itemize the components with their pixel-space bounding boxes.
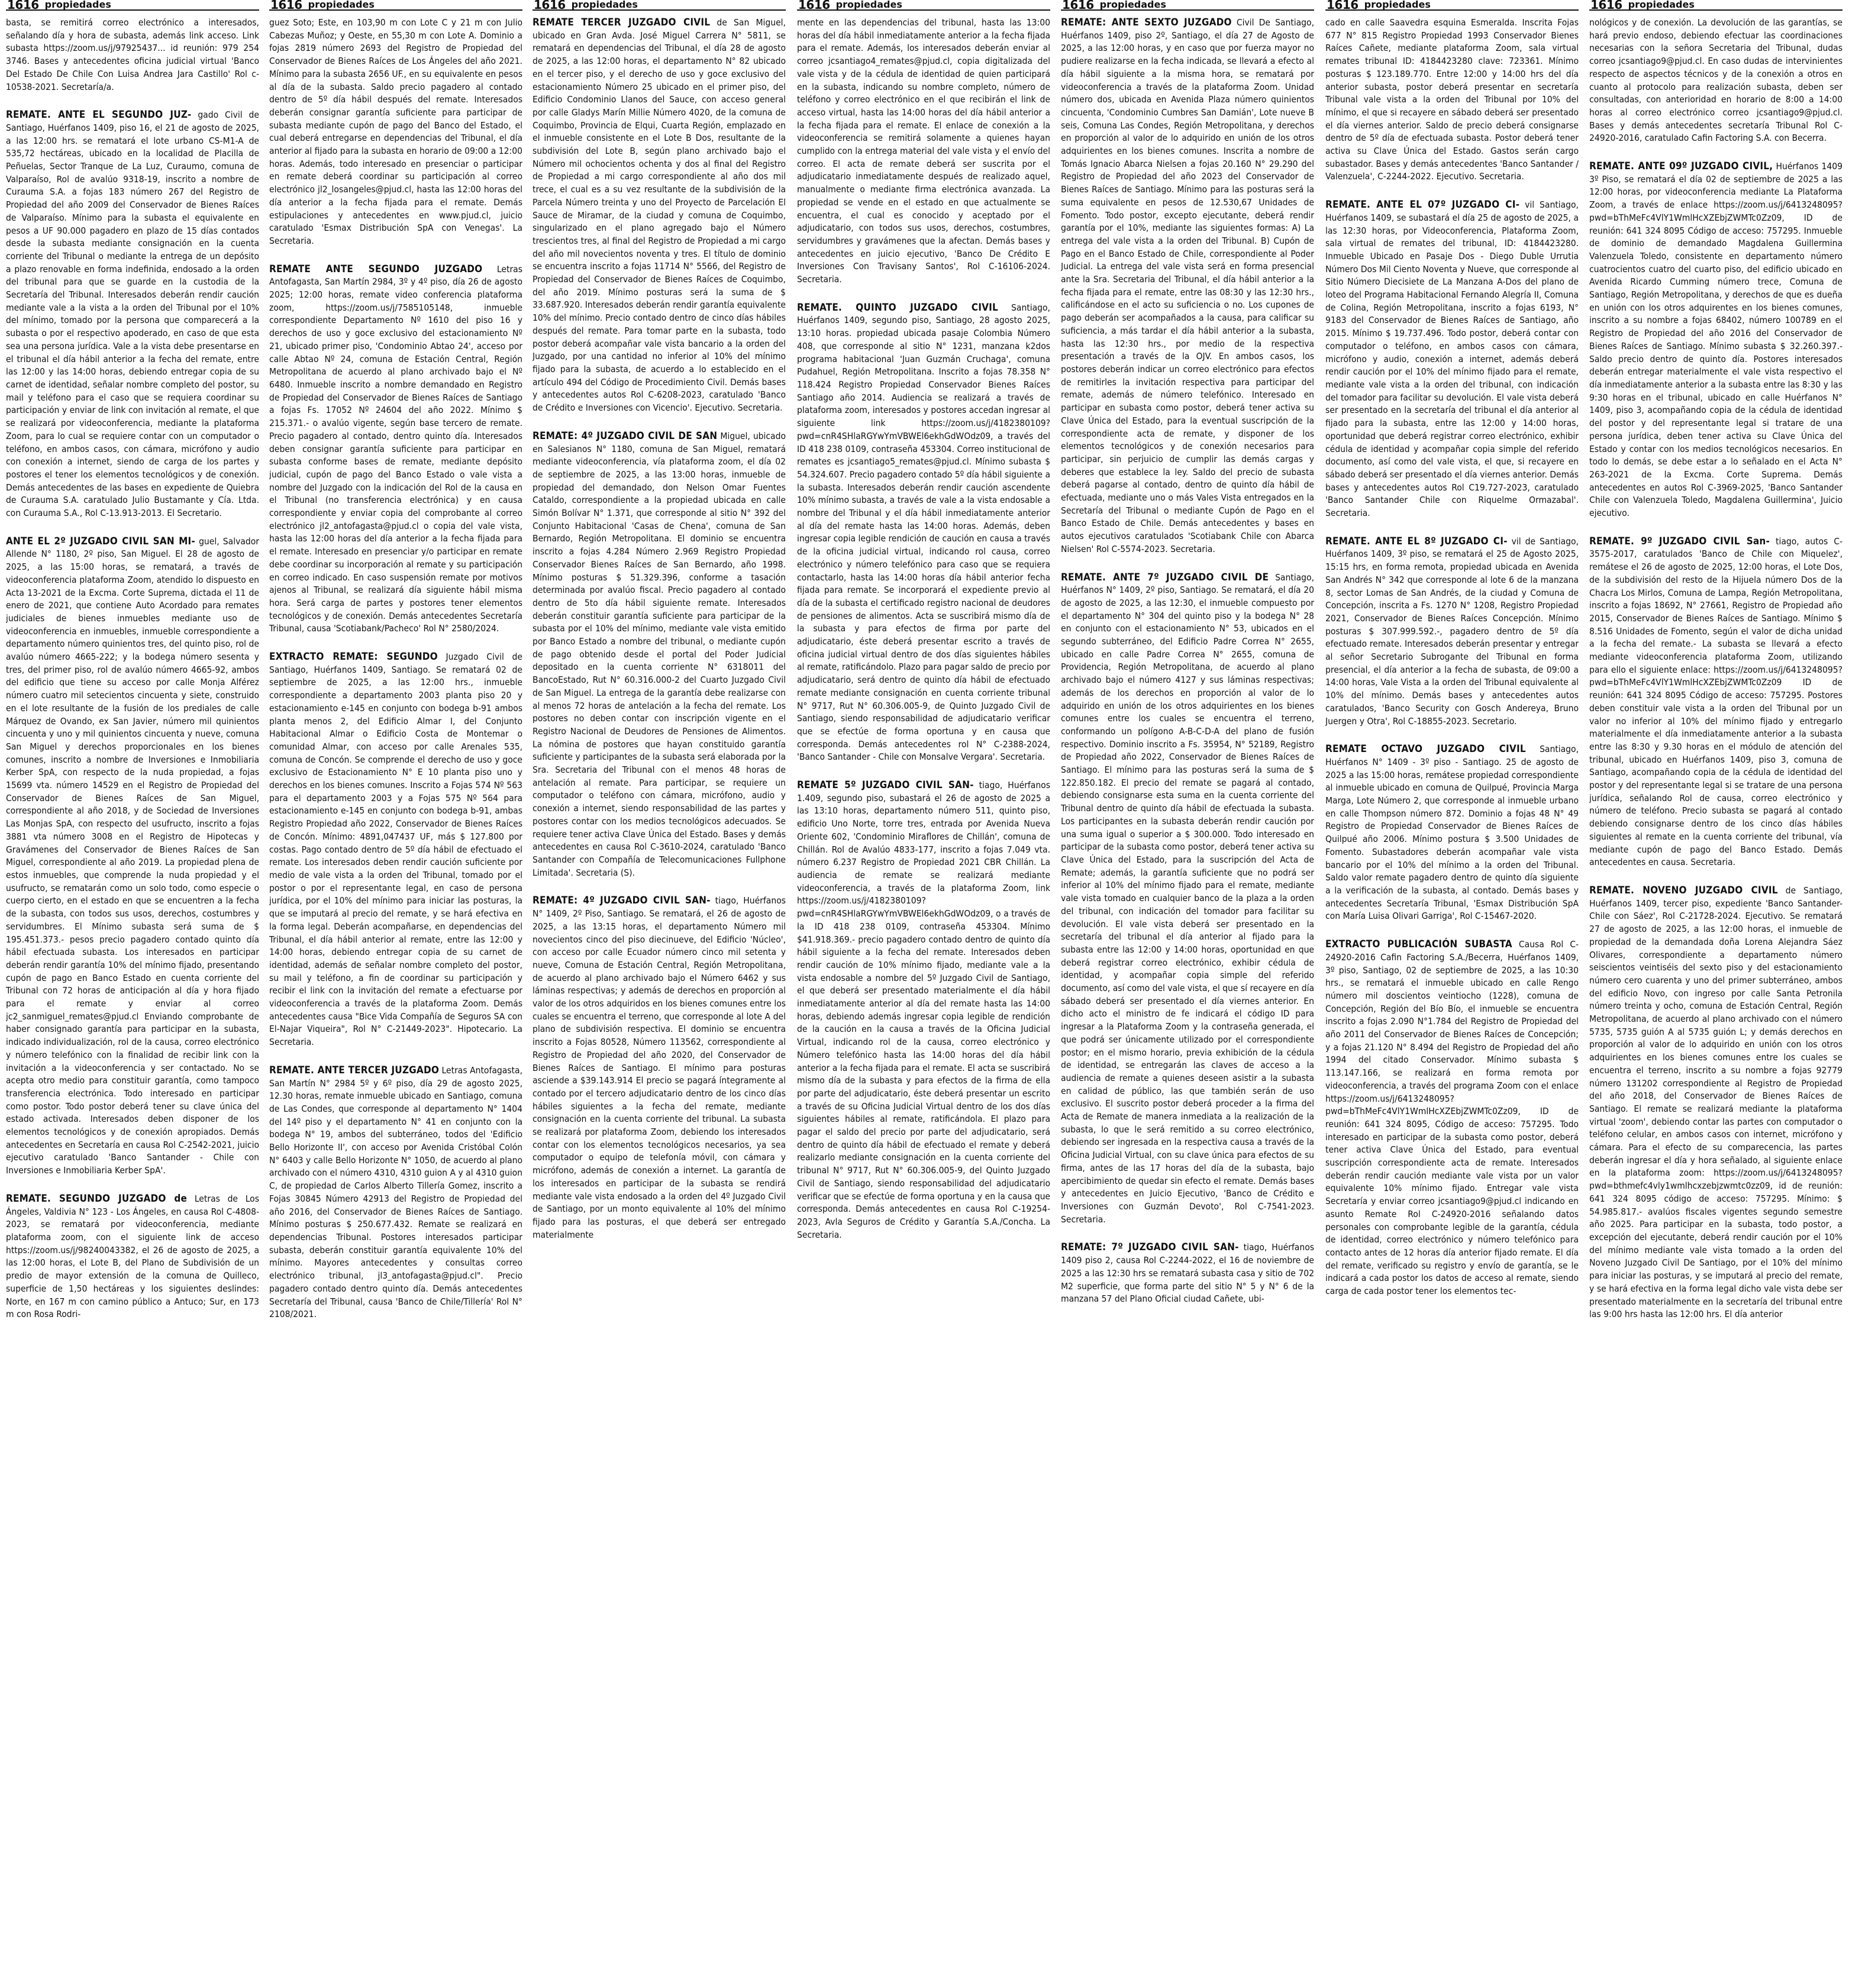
auction-notice xyxy=(6,1193,259,1321)
column-header xyxy=(6,0,259,11)
notice-title: EXTRACTO PUBLICACIÓN SUBASTA xyxy=(1325,938,1512,951)
notice-text: de Santiago, Huérfanos 1409, tercer piso, expediente 'Banco Santander-Chile con Sáez', Rol C-21728-2024. Ejecutivo. Se rematará 27 de agosto de 2025, a las 12:00 horas, el inmueble de propiedad de la demandada doña Lorena Alejandra Sáez Olivares, correspondiente a departamento número seiscientos veintiséis del sexto piso y del estacionamiento número cero cuarenta y uno del primer subterráneo, ambos del edificio Novo, con ingreso por calle Santa Petronila número treinta y ocho, comuna de Estación Central, Región Metropolitana, de acuerdo al plano archivado con el número 5735, 5735 guión A al 5735 guión L; y demás derechos en proporción al valor de lo adquirido en unión con los otros adquirientes en los bienes comunes entre los cuales se encuentra el terreno, inscrito a su nombre a fojas 92779 número 131202 correspondiente al Registro de Propiedad del año 2018, del Conservador de Bienes Raíces de Santiago. El remate se realizará mediante la plataforma virtual 'zoom', debiendo contar las partes con computador o teléfono celular, en ambos casos con internet, micrófono y cámara. Para el efecto de su comparecencia, las partes deberán ingresar el día y hora señalado, al siguiente enlace en la plataforma zoom: https://zoom.us/j/6413248095?pwd=bthmefc4vly1wmlhcxzebjzwmtc0zz09, id de reunión: 641 324 8095 código de acceso: 757295. Mínimo: $ 54.985.817.- avalúos fiscales vigentes segundo semestre año 2025. Para participar en la subasta, todo postor, a excepción del ejecutante, deberá rendir caución por el 10% del mínimo mediante vale vista tomado a la orden del Noveno Juzgado Civil De Santiago, por el 10% del mínimo para iniciar las posturas, y se imputará al precio del remate, y se hará efectiva en la forma legal dicho vale vista debe ser presentado materialmente en la secretaría del tribunal entre las 9:00 hrs hasta las 12:00 hrs. El día anterior xyxy=(1589,885,1843,1320)
notice-text: basta, se remitirá correo electrónico a interesados, señalando día y hora de subasta, además link acceso. Link subasta https://zoom.us/j/97925437... id reunión: 979 254 3746. Bases y antecedentes oficina judicial virtual 'Banco Del Estado De Chile Con Luisa Andrea Jara Castillo' Rol c-10538-2021. Secretaría/a. xyxy=(6,17,259,92)
notice-text: tiago, autos C-3575-2017, caratulados 'Banco de Chile con Miquelez', remátese el 26 de agosto de 2025, 12:00 horas, el Lote Dos, de la subdivisión del resto de la Hijuela número Dos de la Chacra Los Mirlos, Comuna de Lampa, Región Metropolitana, inscrito a fojas 18692, N° 27661, Registro de Propiedad año 2015, Conservador de Bienes Raíces de Santiago. Mínimo $ 8.516 Unidades de Fomento, según el valor de dicha unidad a la fecha del remate.- La subasta se llevará a efecto mediante videoconferencia plataforma Zoom, utilizando para ello el siguiente enlace: https://zoom.us/j/6413248095?pwd=bThMeFc4VlY1WmlHcXZEbjZWMTc0Zz09 ID de reunión: 641 324 8095 Código de acceso: 757295. Postores deben constituir vale vista a la orden del Tribunal por un valor no inferior al 10% del mínimo fijado y entregarlo materialmente el día inmediatamente anterior a la subasta entre las 8:30 y 9.30 horas en el módulo de atención del tribunal, ubicado en Huérfanos 1409, piso 3, comuna de Santiago, acompañando copia de la cédula de identidad del postor y del representante legal si se tratare de una persona jurídica, señalando Rol de causa, correo electrónico y número de teléfono. Precio subasta se pagará al contado debiendo consignarse dentro de los cinco días hábiles siguientes al remate en la cuenta corriente del tribunal, vía mediante cupón de pago del Banco Estado. Demás antecedentes en causa. Secretaria. xyxy=(1589,535,1843,868)
auction-notice xyxy=(269,17,522,248)
auction-notice xyxy=(1061,1241,1314,1306)
notice-text: gado Civil de Santiago, Huérfanos 1409, piso 16, el 21 de agosto de 2025, a las 12:00 hrs. se rematará el lote urbano CS-M1-A de 535,72 hectáreas, ubicado en la localidad de Placilla de Peñuelas, Sector Tranque de La Luz, Curaumo, comuna de Valparaíso, Rol de avalúo 9318-19, inscrito a nombre de Curauma S.A. a fojas 183 número 267 del Registro de Propiedad del año 2009 del Conservador de Bienes Raíces de Valparaíso. Mínimo para la subasta el equivalente en pesos a UF 90.000 pagadero en plazo de 15 días contados desde la subasta mediante consignación en la cuenta corriente del Tribunal o mediante la entrega de un depósito a plazo renovable en forma indefinida, endosado a la orden del tribunal para que se guarde en la custodia de la Secretaría del Tribunal. Interesados deberán rendir caución mediante vale a la vista a la orden del Tribunal por el 10% del mínimo, tomado por la persona que comparecerá a la subasta o por el respectivo apoderado, en caso de que esta sea una persona jurídica. Vale a la vista debe presentarse en el tribunal el día hábil anterior a la fecha del remate, entre las 12:00 y las 14:00 horas, debiendo entregar copia de su carnet de identidad, señalar nombre completo del postor, su mail y teléfono para el caso que se requiera coordinar su participación y enviar de link con invitación al remate, el que se realizará por videoconferencia, mediante la plataforma Zoom, para lo cual se requiere contar con un computador o teléfono, en ambos casos, con cámara, micrófono y audio con conexión a internet, siendo de carga de los partes y postores el tener los elementos tecnológicos y de conexión. Demás antecedentes de las bases en expediente de Quiebra de Curauma S.A. caratulado Julio Bustamante y Cía. Ltda. con Curauma S.A., Rol C-13.913-2013. El Secretario. xyxy=(6,109,259,519)
section-number: 1616 xyxy=(798,0,830,12)
classified-column-2 xyxy=(269,0,522,1988)
section-number: 1616 xyxy=(1327,0,1359,12)
auction-notice xyxy=(6,535,259,1177)
notice-title: REMATE: 4º JUZGADO CIVIL DE SAN xyxy=(533,430,718,442)
auction-notice xyxy=(533,17,786,415)
notice-text: tiago, Huérfanos N° 1409, 2º Piso, Santiago. Se rematará, el 26 de agosto de 2025, a las 13:15 horas, el departamento Número mil novecientos cinco del piso diecinueve, del Edificio 'Núcleo', con acceso por calle Ecuador número cinco mil setenta y nueve, Comuna de Estación Central, Región Metropolitana, de acuerdo al plano archivado bajo el Número 6462 y sus láminas respectivas; y además de derechos en proporción al valor de los otros adquiridos en los bienes comunes entre los cuales se encuentra el terreno, que corresponde al lote A del plano de subdivisión respectiva. El dominio se encuentra inscrito a Fojas 80528, Número 113562, correspondiente al Registro de Propiedad del año 2020, del Conservador de Bienes Raíces de Santiago. El mínimo para posturas asciende a $39.143.914 El precio se pagará íntegramente al contado por el tercero adjudicatario dentro de los cinco días hábiles siguientes a la fecha del remate, mediante consignación en la cuenta corriente del tribunal. La subasta se realizará por plataforma Zoom, debiendo los interesados contar con los elementos tecnológicos necesarios, ya sea computador o equipo de telefonía móvil, con cámara y micrófono, además de conexión a internet. La garantía de los interesados en participar de la subasta se rendirá mediante vale vista endosado a la orden del 4º Juzgado Civil de Santiago, por un monto equivalente al 10% del mínimo fijado para las posturas, el que deberá ser entregado materialmente xyxy=(533,895,786,1240)
notice-text: tiago, Huérfanos 1409 piso 2, causa Rol C-2244-2022, el 16 de noviembre de 2025 a las 12:30 hrs se rematará subasta casa y sitio de 702 M2 superficie, que forma parte del sitio N° 5 y N° 6 de la manzana 57 del Plano Oficial ciudad Cañete, ubi- xyxy=(1061,1242,1314,1305)
notice-title: REMATE TERCER JUZGADO CIVIL xyxy=(533,17,711,28)
section-number: 1616 xyxy=(270,0,302,12)
auction-notice xyxy=(533,430,786,880)
notice-title: REMATE. SEGUNDO JUZGADO de xyxy=(6,1192,188,1205)
notice-text: guez Soto; Este, en 103,90 m con Lote C y 21 m con Julio Cabezas Muñoz; y Oeste, en 55,30 m con Lote A. Dominio a fojas 2819 número 2693 del Registro de Propiedad del Conservador de Bienes Raíces de Los Ángeles del año 2021. Mínimo para la subasta 2656 UF., en su equivalente en pesos al día de la subasta. Saldo precio pagadero al contado dentro de 5º día hábil después del remate. Interesados deberán consignar garantía suficiente para participar de subasta mediante cupón de pago del Banco del Estado, el cual deberá entregarse en dependencias del Tribunal, el día anterior al fijado para la subasta en horario de 09:00 a 12:00 horas. Además, todo interesado en presenciar o participar en remate deberá coordinar su participación al correo electrónico jl2_losangeles@pjud.cl, hasta las 12:00 horas del día anterior a la fecha fijada para el remate. Demás estipulaciones y antecedentes en www.pjud.cl, juicio caratulado 'Esmax Distribución SpA con Venegas'. La Secretaria. xyxy=(269,17,522,246)
notice-title: REMATE. QUINTO JUZGADO CIVIL xyxy=(797,301,998,314)
notice-title: REMATE. NOVENO JUZGADO CIVIL xyxy=(1589,885,1778,896)
notice-title: REMATE ANTE SEGUNDO JUZGADO xyxy=(269,263,483,275)
column-header xyxy=(533,0,786,11)
classified-column-7 xyxy=(1589,0,1843,1988)
auction-notice xyxy=(6,109,259,520)
notice-title: REMATE. ANTE EL 8º JUZGADO CI- xyxy=(1325,535,1508,547)
column-header xyxy=(1061,0,1314,11)
notice-text: cado en calle Saavedra esquina Esmeralda. Inscrita Fojas 677 N° 815 Registro Propiedad 1993 Conservador Bienes Raíces Cañete, mediante plataforma Zoom, sala virtual remates tribunal ID: 4184423280 clave: 723361. Mínimo posturas $ 123.189.770. Entre 12:00 y 14:00 hrs del día anterior subasta, postor deberá presentar en secretaría Tribunal vale vista a la orden del Tribunal por 10% del mínimo, el que si recayere en sábado deberá ser presentado el día viernes anterior. Saldo de precio deberá consignarse dentro de 5º día de efectuada subasta. Postor deberá tener activa su Clave Única del Estado. Gastos serán cargo subastador. Bases y demás antecedentes 'Banco Santander / Valenzuela', C-2244-2022. Ejecutivo. Secretaria. xyxy=(1325,17,1579,182)
notice-text: Santiago, Huérfanos 1409, segundo piso, Santiago, 28 agosto 2025, 13:10 horas. propiedad ubicada pasaje Colombia Número 408, que corresponde al sitio N° 1231, manzana k2dos programa habitacional 'Juan Guzmán Cruchaga', comuna Pudahuel, Región Metropolitana. Inscrito a fojas 78.358 N° 118.424 Registro Propiedad Conservador Bienes Raíces Santiago año 2014. Audiencia se realizará a través de plataforma zoom, interesados y postores accedan ingresar al siguiente link https://zoom.us/j/4182380109?pwd=cnR4SHlaRGYwYmVBWEl6ekhGdWOdz09, a través del ID 418 238 0109, contraseña 453304. Correo institucional de remates es jcsantiago5_remates@pjud.cl. Mínimo subasta $ 54.324.607. Precio pagadero contado 5º día hábil siguiente a la subasta. Interesados deberán rendir caución ascendente 10% mínimo subasta, a través de vale a la vista endosable a nombre del Tribunal y el día hábil inmediatamente anterior al día del remate hasta las 14:00 horas. Además, deben ingresar copia legible rendición de caución en causa a través de la oficina judicial virtual, indicando rol causa, correo electrónico y número telefónico para caso que se requiera contactarlo, hasta las 14:00 horas día hábil anterior fecha fijada para remate. Se incorporará el expediente previo al día de la subasta el certificado registro nacional de deudores de pensiones de alimentos. Acta se suscribirá mismo día de la subasta y para efectos de firma por parte del adjudicatario, éste deberá presentar escrito a través de oficina judicial virtual dentro de dos días siguientes hábiles al remate, ratificándolo. Plazo para pagar saldo de precio por adjudicatario, será dentro de quinto día hábil de efectuado remate mediante consignación en cuenta corriente tribunal N° 9717, Rut N° 60.306.005-9, de Quinto Juzgado Civil de Santiago, siendo responsabilidad de adjudicatario verificar que se efectúe de forma oportuna y en causa que corresponda. Demás antecedentes rol N° C-2388-2024, 'Banco Santander - Chile con Monsalve Vergara'. Secretaria. xyxy=(797,302,1050,763)
notice-title: REMATE: 7º JUZGADO CIVIL SAN- xyxy=(1061,1241,1239,1254)
notice-text: mente en las dependencias del tribunal, hasta las 13:00 horas del día hábil inmediatamente anterior a la fecha fijada para el remate. Además, los interesados deberán enviar al correo jcsantiago4_remates@pjud.cl, copia digitalizada del vale vista y de la cédula de identidad de quien participará en la subasta, indicando su nombre completo, número de teléfono y correo electrónico en el que recibirán el link de acceso virtual, hasta las 14:00 horas del día hábil anterior a la fecha fijada para el remate. El enlace de conexión a la videoconferencia se remitirá solamente a quienes hayan cumplido con la entrega material del vale vista y el envío del correo. El acta de remate deberá ser suscrita por el adjudicatario inmediatamente después de realizado aquel, manualmente o mediante firma electrónica avanzada. La propiedad se vende en el estado en que actualmente se encuentra, el cual es conocido y aceptado por el adjudicatario, con todos sus usos, derechos, costumbres, servidumbres y gravámenes que la afectan. Demás bases y antecedentes en juicio ejecutivo, 'Banco De Crédito E Inversiones Con Travisany Santos', Rol C-16106-2024. Secretaria. xyxy=(797,17,1050,285)
classified-column-5 xyxy=(1061,0,1314,1988)
notice-title: REMATE. ANTE TERCER JUZGADO xyxy=(269,1064,440,1076)
classified-column-3 xyxy=(533,0,786,1988)
section-name: propiedades xyxy=(44,0,111,10)
notice-text: vil de Santiago, Huérfanos 1409, 3º piso, se rematará el 25 de Agosto 2025, 15:15 hrs, en forma remota, propiedad ubicada en Avenida San Andrés N° 342 que corresponde al lote 6 de la manzana 8, sector Lomas de San Andrés, de la ciudad y Comuna de Concepción, inscrita a Fs. 1270 N° 1208, Registro Propiedad 2021, Conservador de Bienes Raíces Concepción. Mínimo posturas $ 307.999.592.-, pagadero dentro de 5º día efectuado remate. Interesados deberán presentar y entregar al señor Secretario Subrogante del Tribunal en forma presencial, el día anterior a la fecha de subasta, de 09:00 a 14:00 horas, Vale Vista a la orden del Tribunal equivalente al 10% del mínimo. Demás bases y antecedentes autos caratulados, 'Banco Security con Gosch Andereya, Bruno Juergen y Otra', Rol C-18855-2023. Secretario. xyxy=(1325,535,1579,727)
auction-notice xyxy=(1589,885,1843,1321)
column-header xyxy=(1589,0,1843,11)
notice-title: EXTRACTO REMATE: SEGUNDO xyxy=(269,651,438,663)
column-header xyxy=(797,0,1050,11)
auction-notice xyxy=(797,302,1050,764)
auction-notice xyxy=(1325,535,1579,728)
auction-notice xyxy=(1061,17,1314,556)
column-header xyxy=(269,0,522,11)
notice-title: REMATE 5º JUZGADO CIVIL SAN- xyxy=(797,779,974,792)
notice-text: Civil De Santiago, Huérfanos 1409, piso 2º, Santiago, el día 27 de Agosto de 2025, a las 12:00 horas, y en caso que por fuerza mayor no pudiere realizarse en la fecha indicada, se llevará a efecto al día hábil siguiente a la misma hora, se rematará por videoconferencia a través de la plataforma Zoom. Unidad número dos, ubicada en Avenida Plaza número quinientos cincuenta, 'Condominio Cumbres San Damián', Lote nueve B seis, Comuna Las Condes, Región Metropolitana, y derechos en proporción al valor de lo adquirido en unión de los otros adquirientes en los bienes comunes. Inscrita a nombre de Tomás Ignacio Abarca Nielsen a fojas 20.160 N° 29.290 del Registro de Propiedad del año 2023 del Conservador de Bienes Raíces de Santiago. Mínimo para las posturas será la suma equivalente en pesos de 12.530,67 Unidades de Fomento. Todo postor, excepto ejecutante, deberá rendir garantía por el 10%, mediante las siguientes formas: A) La entrega del vale vista a la orden del Tribunal. B) Cupón de Pago en el Banco Estado de Chile, correspondiente al Poder Judicial. La entrega del vale vista será en forma presencial ante la Sra. Secretaria del Tribunal, el día hábil anterior a la fecha fijada para el remate, entre las 08:30 y las 12:30 hrs., calificándose en el acto su suficiencia o no. Los cupones de pago deberán ser acompañados a la causa, para calificar su suficiencia, a más tardar el día hábil anterior a la subasta, hasta las 12:30 hrs., por medio de la respectiva presentación a través de la OJV. En ambos casos, los postores deberán indicar un correo electrónico para efectos de remitirles la invitación respectiva para participar del remate, además de número telefónico. Interesado en participar en subasta como postor, deberá tener activa su Clave Única del Estado, para la eventual suscripción de la correspondiente acta de remate, y disponer de los elementos tecnológicos y de conexión necesarios para participar, sin perjuicio de cumplir las demás cargas y deberes que establece la ley. Saldo del precio de subasta deberá pagarse al contado, dentro de quinto día hábil de efectuada, mediante uno o más Vales Vista entregados en la Secretaría del Tribunal o mediante Cupón de Pago en el Banco Estado de Chile. Demás antecedentes y bases en autos ejecutivos caratulados 'Scotiabank Chile con Abarca Nielsen' Rol C-5574-2023. Secretaria. xyxy=(1061,17,1314,554)
section-number: 1616 xyxy=(534,0,566,12)
notice-text: Miguel, ubicado en Salesianos N° 1180, comuna de San Miguel, rematará mediante videoconferencia, vía plataforma zoom, el día 02 de septiembre de 2025, a las 13:00 horas, inmueble de propiedad del demandado, don Nelson Omar Fuentes Cataldo, correspondiente a la propiedad ubicada en calle Simón Bolívar N° 1.371, que corresponde al sitio N° 392 del Conjunto Habitacional 'Casas de Chena', comuna de San Bernardo, Región Metropolitana. El dominio se encuentra inscrito a fojas 4.284 Número 2.969 Registro Propiedad Conservador Bienes Raíces de San Bernardo, año 1998. Mínimo posturas $ 51.329.396, conforme a tasación determinada por avalúo fiscal. Precio pagadero al contado dentro de 5to día hábil siguiente remate. Interesados deberán constituir garantía suficiente para participar de la subasta por el 10% del mínimo, mediante vale vista emitido por Banco Estado a nombre del tribunal, o mediante cupón de pago obtenido desde el portal del Poder Judicial depositado en la cuenta corriente N° 6318011 del BancoEstado, Rut N° 60.316.000-2 del Cuarto Juzgado Civil de San Miguel. La entrega de la garantía debe realizarse con al menos 72 horas de antelación a la fecha del remate. Los postores no deben contar con inscripción vigente en el Registro Nacional de Deudores de Pensiones de Alimentos. La nómina de postores que hayan constituido garantía suficiente y participantes de la subasta será elaborada por la Sra. Secretaria del Tribunal con el menos 48 horas de antelación al remate. Para participar, se requiere un computador o teléfono con cámara, micrófono, audio y conexión a internet, siendo responsabilidad de las partes y postores contar con los medios tecnológicos adecuados. Se requiere tener activa Clave Única del Estado. Bases y demás antecedentes en causa Rol C-3610-2024, caratulado 'Banco Santander con Compañía de Telecomunicaciones Fullphone Limitada'. Secretaria (S). xyxy=(533,430,786,878)
notice-text: vil Santiago, Huérfanos 1409, se subastará el día 25 de agosto de 2025, a las 12:30 horas, por Videoconferencia, Plataforma Zoom, sala virtual de remates del tribunal, ID: 4184423280. Inmueble Ubicado en Pasaje Dos - Diego Duble Urrutia Número Dos Mil Ciento Noventa y Nueve, que corresponde al Sitio Número Diecisiete de La Manzana A-Dos del plano de loteo del Programa Habitacional Fernando Alegría II, Comuna de Colina, Región Metropolitana, inscrito a fojas 6193, N° 9183 del Conservador de Bienes Raíces de Santiago, año 2015. Mínimo $ 19.737.496. Todo postor, deberá contar con computador o teléfono, en ambos casos con cámara, micrófono y audio, conexión a internet, además deberá rendir caución por el 10% del mínimo fijado para el remate, mediante vale vista a la orden del tribunal, con indicación del tomador para facilitar su devolución. El vale vista deberá ser presentado en la secretaría del tribunal el día anterior al fijado para la subasta, entre las 12:00 y 14:00 horas, oportunidad que deberá registrar correo electrónico, exhibir cédula de identidad y acompañar copia simple del referido documento, así como del vale vista, el que, si recayere en sábado deberá ser presentado el día viernes anterior. Demás bases y antecedentes autos Rol C19.727-2023, caratulado 'Banco Santander Chile con Riquelme Ormazabal'. Secretaria. xyxy=(1325,199,1579,519)
notice-title: REMATE. 9º JUZGADO CIVIL San- xyxy=(1589,535,1770,547)
notice-title: REMATE. ANTE EL SEGUNDO JUZ- xyxy=(6,109,192,121)
auction-notice xyxy=(1325,743,1579,923)
notice-title: REMATE: ANTE SEXTO JUZGADO xyxy=(1061,17,1232,28)
section-number: 1616 xyxy=(1062,0,1094,12)
auction-notice xyxy=(6,17,259,93)
notice-text: guel, Salvador Allende N° 1180, 2º piso, San Miguel. El 28 de agosto de 2025, a las 15:00 horas, se rematará, a través de videoconferencia plataforma Zoom, atendido lo dispuesto en Acta 13-2021 de la Excma. Corte Suprema, dictada el 11 de enero de 2021, que contiene Auto Acordado para remates judiciales de bienes inmuebles mediante uso de videoconferencia en inmuebles, inmueble correspondiente a departamento número quinientos tres, del quinto piso, rol de avalúo número 4665-222; y la bodega número sesenta y tres, del primer piso, rol de avalúo número 4665-92, ambos del edificio que tiene su acceso por calle Monja Alférez número cuatro mil setecientos cincuenta y siete, construido en el lote resultante de la fusión de los prediales de calle Márquez de Ovando, ex San Javier, número mil quinientos cincuenta y uno y mil quinientos cincuenta y nueve, comuna San Miguel y derechos proporcionales en los bienes comunes, inscrito a nombre de Inversiones e Inmobiliaria Kerber SpA, con respecto de la nuda propiedad, a fojas 15699 vta. número 14529 en el Registro de Propiedad del Conservador de Bienes Raíces de San Miguel, correspondiente al año 2018, y de Sociedad de Inversiones Las Monjas SpA, con respecto del usufructo, inscrito a fojas 3881 vta número 3008 en el Registro de Hipotecas y Gravámenes del Conservador de Bienes Raíces de San Miguel, correspondiente al año 2019. La propiedad plena de estos inmuebles, que comprende la nuda propiedad y el usufructo, se rematarán como un solo todo, como especie o cuerpo cierto, en el estado en que se encuentren a la fecha de la subasta, con todos sus usos, derechos, costumbres y servidumbres. El Mínimo subasta será suma de $ 195.451.373.- pesos precio pagadero contado quinto día hábil efectuada subasta. Los interesados en participar deberán rendir garantía 10% del mínimo fijado, presentando cupón de pago en Banco Estado en cuenta corriente del Tribunal con 72 horas de anticipación al día y hora fijado para el remate y enviar al correo jc2_sanmiguel_remates@pjud.cl Enviando comprobante de haber consignado garantía para participar en la subasta, indicado individualización, rol de la causa, correo electrónico y número telefónico con la finalidad de recibir link con la invitación a la videoconferencia y ser contactado. No se acepta otro medio para constituir garantía, como tampoco transferencia electrónica. Todo interesado en participar como postor. Todo postor deberá tener su clave única del estado activada. Interesados deben disponer de los elementos tecnológicos y de conexión apropiados. Demás antecedentes en Secretaría en causa Rol C-2542-2021, juicio ejecutivo caratulado 'Banco Santander - Chile con Inversiones e Inmobiliaria Kerber SpA'. xyxy=(6,535,259,1176)
auction-notice xyxy=(269,651,522,1049)
notice-text: Causa Rol C-24920-2016 Cafin Factoring S.A./Becerra, Huérfanos 1409, 3º piso, Santiago, 02 de septiembre de 2025, a las 10:30 hrs., se rematará el inmueble ubicado en calle Rengo número mil doscientos veintiocho (1228), comuna de Concepción, Región del Bío Bío, el inmueble se encuentra inscrito a fojas 2.090 N°1.784 del Registro de Propiedad del año 2011 del Conservador de Bienes Raíces de Concepción; y a fojas 21.120 N° 8.494 del Registro de Propiedad del año 1994 del citado Conservador. Mínimo subasta $ 113.147.166, se realizará en forma remota por videoconferencia, a través del programa Zoom con el enlace https://zoom.us/j/6413248095?pwd=bThMeFc4VlY1WmlHcXZEbjZWMTc0Zz09, ID de reunión: 641 324 8095, Código de acceso: 757295. Todo interesado en participar de la subasta como postor, deberá tener activa Clave Única del Estado, para eventual suscripción correspondiente acta de remate. Interesados deberán rendir caución mediante vale vista por un valor equivalente 10% mínimo fijado. Entregar vale vista Secretaría y enviar correo jcsantiago9@pjud.cl indicando en asunto Remate Rol C-24920-2016 señalando datos personales con comprobante legible de la garantía, cédula de identidad, correo electrónico y número telefónico para contacto antes de 12 horas día anterior fijado remate. El día del remate, verificado su registro y envío de garantía, se le indicará a cada postor los datos de acceso al remate, siendo carga de cada postor tener los elementos tec- xyxy=(1325,939,1579,1297)
auction-notice xyxy=(1589,17,1843,145)
auction-notice xyxy=(1325,199,1579,520)
auction-notice xyxy=(269,1064,522,1321)
notice-text: tiago, Huérfanos 1.409, segundo piso, subastará el 26 de agosto de 2025 a las 13:10 horas, departamento número 511, quinto piso, edificio Uno Norte, torre tres, entrada por Avenida Nueva Oriente 602, 'Condominio Miraflores de Chillán', comuna de Chillán. Rol de Avalúo 4833-177, inscrito a fojas 7.049 vta. número 6.237 Registro de Propiedad 2021 CBR Chillán. La audiencia de remate se realizará mediante videoconferencia, a través de la plataforma Zoom, link https://zoom.us/j/4182380109?pwd=cnR4SHlaRGYwYmVBWEl6ekhGdWOdz09, o a través de la ID 418 238 0109, contraseña 453304. Mínimo $41.918.369.- precio pagadero contado dentro de quinto día hábil siguiente a la fecha del remate. Interesados deben rendir caución de 10% mínimo fijado, mediante vale a la vista endosable a nombre del 5º Juzgado Civil de Santiago, el que deberá ser presentado materialmente el día hábil inmediatamente anterior al día del remate hasta las 14:00 horas, debiendo además ingresar copia legible de rendición de la caución en la causa a través de la Oficina Judicial Virtual, indicando rol de la causa, correo electrónico y Número telefónico hasta las 14:00 horas del día hábil anterior a la fecha fijada para el remate. El acta se suscribirá mismo día de la subasta y para efectos de la firma de ella por parte del adjudicatario, éste deberá presentar un escrito a través de su Oficina Judicial Virtual dentro de los dos días siguientes hábiles al remate, ratificándola. El plazo para pagar el saldo del precio por parte del adjudicatario, será dentro de quinto día hábil de efectuado el remate y deberá realizarlo mediante consignación en la cuenta corriente del tribunal N° 9717, Rut N° 60.306.005-9, del Quinto Juzgado Civil de Santiago, siendo responsabilidad del adjudicatario verificar que se efectúe de forma oportuna y en la causa que corresponda. Demás antecedentes en causa Rol C-19254-2023, Avla Seguros de Crédito y Garantía S.A./Concha. La Secretaria. xyxy=(797,780,1050,1240)
notice-title: REMATE: 4º JUZGADO CIVIL SAN- xyxy=(533,895,711,907)
auction-notice xyxy=(1325,17,1579,183)
notice-title: REMATE. ANTE EL 07º JUZGADO CI- xyxy=(1325,199,1520,211)
notice-text: nológicos y de conexión. La devolución de las garantías, se hará previo endoso, debiendo efectuar las coordinaciones necesarias con la señora Secretaria del Tribunal, dudas correo jcsantiago9@pjud.cl. En caso dudas de intervinientes respecto de aspectos técnicos y de la conexión a otros en cuanto al protocolo para realización subasta, deben ser consultadas, con anterioridad en horario de 8:00 a 14:00 horas al correo electrónico correo jcsantiago9@pjud.cl. Bases y demás antecedentes secretaría Tribunal Rol C-24920-2016, caratulado Cafin Factoring S.A. con Becerra. xyxy=(1589,17,1843,144)
notice-title: REMATE. ANTE 7º JUZGADO CIVIL DE xyxy=(1061,571,1269,583)
classified-column-1 xyxy=(6,0,259,1988)
auction-notice xyxy=(1589,160,1843,520)
notice-text: Letras Antofagasta, San Martín N° 2984 5º y 6º piso, día 29 de agosto 2025, 12.30 horas, remate inmueble ubicado en Santiago, comuna de Las Condes, que corresponde al departamento N° 1404 del 14º piso y el departamento N° 41 en conjunto con la bodega N° 19, ambos del subterráneo, todos del 'Edificio Bello Horizonte II', con acceso por Avenida Cristóbal Colón N° 6403 y calle Bello Horizonte N° 1050, de acuerdo al plano archivado con el número 4310, 4310 guion A y al 4310 guion C, de propiedad de Carlos Alberto Tillería Gomez, inscrito a Fojas 30845 Número 42913 del Registro de Propiedad del año 2016, del Conservador de Bienes Raíces de Santiago. Mínimo posturas $ 250.677.432. Remate se realizará en dependencias Tribunal. Postores interesados participar subasta, deberán constituir garantía equivalente 10% del mínimo. Mayores antecedentes y consultas correo electrónico tribunal, jl3_antofagasta@pjud.cl". Precio pagadero contado dentro quinto día. Demás antecedentes Secretaría del Tribunal, causa 'Banco de Chile/Tillería' Rol N° 2108/2021. xyxy=(269,1064,522,1320)
auction-notice xyxy=(269,263,522,635)
notice-text: Santiago, Huérfanos N° 1409, 2º piso, Santiago. Se rematará, el día 20 de agosto de 2025, a las 12:30, el inmueble compuesto por el departamento N° 304 del quinto piso y la bodega N° 28 en conjunto con el estacionamiento N° 53, ubicados en el segundo subterráneo, del Edificio Padre Correa N° 2655, ubicado en calle Padre Correa N° 2655, comuna de Providencia, Región Metropolitana, de acuerdo al plano archivado bajo el número 4127 y sus láminas respectivas; además de los derechos en proporción al valor de lo adquirido en unión de los otros adquirientes en los bienes comunes entre los cuales se encuentra el terreno, conformando un polígono A-B-C-D-A del plano de fusión respectivo. Dominio inscrito a Fs. 35954, N° 52189, Registro de Propiedad año 2022, Conservador de Bienes Raíces de Santiago. El mínimo para las posturas será la suma de $ 122.850.182. El precio del remate se pagará al contado, debiendo consignarse esta suma en la cuenta corriente del Tribunal dentro de quinto día hábil de efectuada la subasta. Los participantes en la subasta deberán rendir caución por una suma igual o superior a $ 300.000. Todo interesado en participar de la subasta como postor, deberá tener activa su Clave Única del Estado, para la suscripción del Acta de Remate; además, la garantía suficiente que no podrá ser inferior al 10% del mínimo fijado para el remate, mediante vale vista tomado en cualquier banco de la plaza a la orden del tribunal, con indicación del tomador para facilitar su devolución. El vale vista deberá ser presentado en la secretaría del tribunal el día anterior al fijado para la subasta entre las 12:00 y 14:00 horas, oportunidad en que deberá registrar correo electrónico, exhibir cédula de identidad, y acompañar copia simple del referido documento, así como del vale vista, el que sí recayere en día sábado deberá ser presentado el día viernes anterior. En dicho acto el ministro de fe indicará el código ID para ingresar a la Plataforma Zoom y la contraseña generada, el que podrá ser únicamente utilizado por el correspondiente postor; en el mismo horario, previa exhibición de la cédula de identidad, se entregarán las claves de acceso a la audiencia de remate a quienes deseen asistir a la subasta en calidad de público, las que también serán de uso exclusivo. El suscrito postor deberá proceder a la firma del Acta de Remate de manera inmediata a la realización de la subasta, lo que le será remitido a su correo electrónico, debiendo ser ingresada en la respectiva causa a través de la Oficina Judicial Virtual, con su clave única para efectos de su firma, antes de las 17 horas del día de la subasta, bajo apercibimiento de quedar sin efecto el remate. Demás bases y antecedentes en Juicio Ejecutivo, 'Banco de Crédito e Inversiones con Guzmán Devoto', Rol C-7541-2023. Secretaria. xyxy=(1061,572,1314,1225)
section-name: propiedades xyxy=(571,0,638,10)
auction-notice xyxy=(1061,572,1314,1227)
section-name: propiedades xyxy=(835,0,902,10)
column-header xyxy=(1325,0,1579,11)
notice-text: Huérfanos 1409 3º Piso, se rematará el día 02 de septiembre de 2025 a las 12:00 horas, por videoconferencia mediante La Plataforma Zoom, a través de enlace https://zoom.us/j/6413248095?pwd=bThMeFc4VlY1WmlHcXZEbjZWMTc0Zz09, ID de reunión: 641 324 8095 Código de acceso: 757295. Inmueble de dominio de demandado Magdalena Guillermina Valenzuela Toledo, consistente en departamento número cuatrocientos cuatro del cuarto piso, del edificio ubicado en Avenida Ricardo Cumming número trece, Comuna de Santiago, Región Metropolitana, y derechos de que es dueña en unión con los otros adquirentes en los bienes comunes, inscrito a su nombre a fojas 68402, número 100789 en el Registro de Propiedad del año 2016 del Conservador de Bienes Raíces de Santiago. Mínimo subasta $ 32.260.397.- Saldo precio dentro de quinto día. Postores interesados deberán entregar materialmente el vale vista respectivo el día inmediatamente anterior a la subasta entre las 8:30 y las 9:30 horas en el tribunal, ubicado en calle Huérfanos N° 1409, piso 3, acompañando copia de la cédula de identidad del postor y del representante legal si tratare de una persona jurídica, deben tener activa su Clave Única del Estado y contar con los medios tecnológicos necesarios. En todo lo demás, se debe estar a lo señalado en el Acta N° 263-2021 de la Excma. Corte Suprema. Demás antecedentes en autos Rol C-3969-2025, 'Banco Santander Chile con Valenzuela Toledo, Magdalena Guillermina', Juicio ejecutivo. xyxy=(1589,161,1843,519)
notice-text: de San Miguel, ubicado en Gran Avda. José Miguel Carrera N° 5811, se rematará en dependencias del Tribunal, el día 28 de agosto de 2025, a las 12:00 horas, el departamento N° 82 ubicado en el tercer piso, y el derecho de uso y goce exclusivo del estacionamiento Número 25 ubicado en el primer piso, del Edificio Condominio Llanos del Sauce, con acceso general por calle Gladys Marín Millie Número 4020, de la comuna de Coquimbo, Provincia de Elqui, Cuarta Región, emplazado en el inmueble consistente en el Lote B Dos, resultante de la subdivisión del Lote B, según plano archivado bajo el Número mil ochocientos ochenta y dos al final del Registro de Propiedad a mi cargo correspondiente al año dos mil trece, el cual es a su vez resultante de la subdivisión de la Parcela Número treinta y uno del Proyecto de Parcelación El Sauce de Miramar, de la ciudad y comuna de Coquimbo, singularizado en el plano agregado bajo el Número trescientos tres, al final del Registro de Propiedad a mi cargo del año mil novecientos noventa y tres. El título de dominio se encuentra inscrito a fojas 11714 N° 5566, del Registro de Propiedad del Conservador de Bienes Raíces de Coquimbo, del año 2019. Mínimo posturas será la suma de $ 33.687.920. Interesados deberán rendir garantía equivalente 10% del mínimo. Precio contado dentro de cinco días hábiles después del remate. Para tomar parte en la subasta, todo postor deberá acompañar vale vista bancario a la orden del Juzgado, por una cantidad no inferior al 10% del mínimo fijado para la subasta, de acuerdo a lo establecido en el artículo 494 del Código de Procedimiento Civil. Demás bases y antecedentes autos Rol C-6208-2023, caratulado 'Banco de Crédito e Inversiones con Vicencio'. Ejecutivo. Secretaria. xyxy=(533,17,786,414)
section-number: 1616 xyxy=(7,0,39,12)
notice-title: REMATE OCTAVO JUZGADO CIVIL xyxy=(1325,743,1526,756)
auction-notice xyxy=(797,779,1050,1241)
classified-column-6 xyxy=(1325,0,1579,1988)
notice-text: Santiago, Huérfanos N° 1409 - 3º piso - Santiago. 25 de agosto de 2025 a las 15:00 horas, remátese propiedad correspondiente al inmueble ubicado en comuna de Quilpué, Provincia Marga Marga, Lote Número 2, que corresponde al inmueble urbano en calle Thompson número 872. Dominio a fojas 48 N° 49 Registro de Propiedad Conservador de Bienes Raíces de Quilpué año 2006. Mínimo postura $ 3.500 Unidades de Fomento. Subastadores deberán acompañar vale vista bancario por el 10% del mínimo a la orden del Tribunal. Saldo valor remate pagadero dentro de quinto día siguiente a la verificación de la subasta, al contado. Demás bases y antecedentes Secretaría Tribunal, 'Esmax Distribución SpA con María Luisa Olivari Garriga', Rol C-15467-2020. xyxy=(1325,744,1579,922)
notice-title: ANTE EL 2º JUZGADO CIVIL SAN MI- xyxy=(6,535,195,547)
section-name: propiedades xyxy=(1099,0,1166,10)
notice-text: Letras Antofagasta, San Martín 2984, 3º y 4º piso, día 26 de agosto 2025; 12:00 horas, remate video conferencia plataforma zoom, https://zoom.us/j/7585105148, inmueble correspondiente Departamento Nº 1610 del piso 16 y derechos de uso y goce exclusivo del estacionamiento Nº 21, ubicado primer piso, 'Condominio Abtao 24', acceso por calle Abtao Nº 24, comuna de Estación Central, Región Metropolitana de acuerdo al plano archivado bajo el Nº 6480. Inmueble inscrito a nombre demandado en Registro de Propiedad del Conservador de Bienes Raíces de Santiago a fojas Fs. 17052 Nº 24604 del año 2022. Mínimo $ 215.371.- o avalúo vigente, según base tercero de remate. Precio pagadero al contado, dentro quinto día. Interesados deben consignar garantía suficiente para participar en subasta conforme bases de remate, mediante depósito judicial, cupón de pago del Banco Estado o vale vista a nombre del Juzgado con la indicación del Rol de la causa en el Tribunal (no transferencia electrónica) y en causa correspondiente y enviar copia del comprobante al correo electrónico jl2_antofagasta@pjud.cl o copia del vale vista, hasta las 12:00 horas del día anterior a la fecha fijada para el remate. Interesado en presenciar y/o participar en remate debe coordinar su incorporación al remate y su participación en correo indicado. En caso suspensión remate por motivos ajenos al Tribunal, se realizará día siguiente hábil misma hora. Será carga de partes y postores tener elementos tecnológicos y de conexión. Demás antecedentes Secretaría Tribunal, causa 'Scotiabank/Pacheco' Rol N° 2580/2024. xyxy=(269,263,522,634)
section-number: 1616 xyxy=(1590,0,1622,12)
notice-title: REMATE. ANTE 09º JUZGADO CIVIL, xyxy=(1589,160,1773,173)
section-name: propiedades xyxy=(1364,0,1431,10)
section-name: propiedades xyxy=(308,0,375,10)
section-name: propiedades xyxy=(1628,0,1695,10)
auction-notice xyxy=(1325,938,1579,1298)
auction-notice xyxy=(533,895,786,1241)
auction-notice xyxy=(1589,535,1843,869)
classified-column-4 xyxy=(797,0,1050,1988)
notice-text: Letras de Los Ángeles, Valdivia N° 123 - Los Ángeles, en causa Rol C-4808-2023, se rematará por videoconferencia, mediante plataforma zoom, con el siguiente link de acceso https://zoom.us/j/98240043382, el 26 de agosto de 2025, a las 12:00 horas, el Lote B, del Plano de Subdivisión de un predio de mayor extensión de la comuna de Quilleco, superficie de 1,50 hectáreas y los siguientes deslindes: Norte, en 167 m con camino público a Antuco; Sur, en 173 m con Rosa Rodri- xyxy=(6,1193,259,1320)
notice-text: Juzgado Civil de Santiago, Huérfanos 1409, Santiago. Se rematará 02 de septiembre de 2025, a las 12:00 hrs., inmueble correspondiente a departamento 2003 planta piso 20 y estacionamiento e-145 en conjunto con bodega b-91 ambos planta menos 2, del Edificio Almar I, del Conjunto Habitacional Almar o Edificio Costa de Montemar o comunidad Almar, con acceso por calle Arenales 535, comuna de Concón. Se comprende el derecho de uso y goce exclusivo de Estacionamiento N° E 10 planta piso uno y derechos en los bienes comunes. Inscrito a Fojas 574 Nº 563 para el departamento 2003 y a Fojas 575 Nº 564 para estacionamiento e-145 en conjunto con bodega b-91, ambas Registro Propiedad año 2022, Conservador de Bienes Raíces de Concón. Mínimo: 4891,047437 UF, más $ 127.800 por costas. Pago contado dentro de 5º día hábil de efectuado el remate. Los interesados deben rendir caución suficiente por medio de vale vista a la orden del Tribunal, tomado por el postor o por el representante legal, en caso de persona jurídica, por el 10% del mínimo para iniciar las posturas, la que se imputará al precio del remate, y se hará efectiva en la forma legal. Deberán acompañarse, en dependencias del Tribunal, el día hábil anterior al remate, entre las 12:00 y 14:00 horas, debiendo entregar copia de su carnet de identidad, además de señalar nombre completo del postor, su mail y teléfono, a fin de coordinar su participación y recibir el link con la invitación del remate a efectuarse por videoconferencia a través de la plataforma Zoom. Demás antecedentes causa "Bice Vida Compañía de Seguros SA con El-Najar Viqueira", Rol N° C-21449-2023". Hipotecario. La Secretaria. xyxy=(269,651,522,1048)
auction-notice xyxy=(797,17,1050,286)
